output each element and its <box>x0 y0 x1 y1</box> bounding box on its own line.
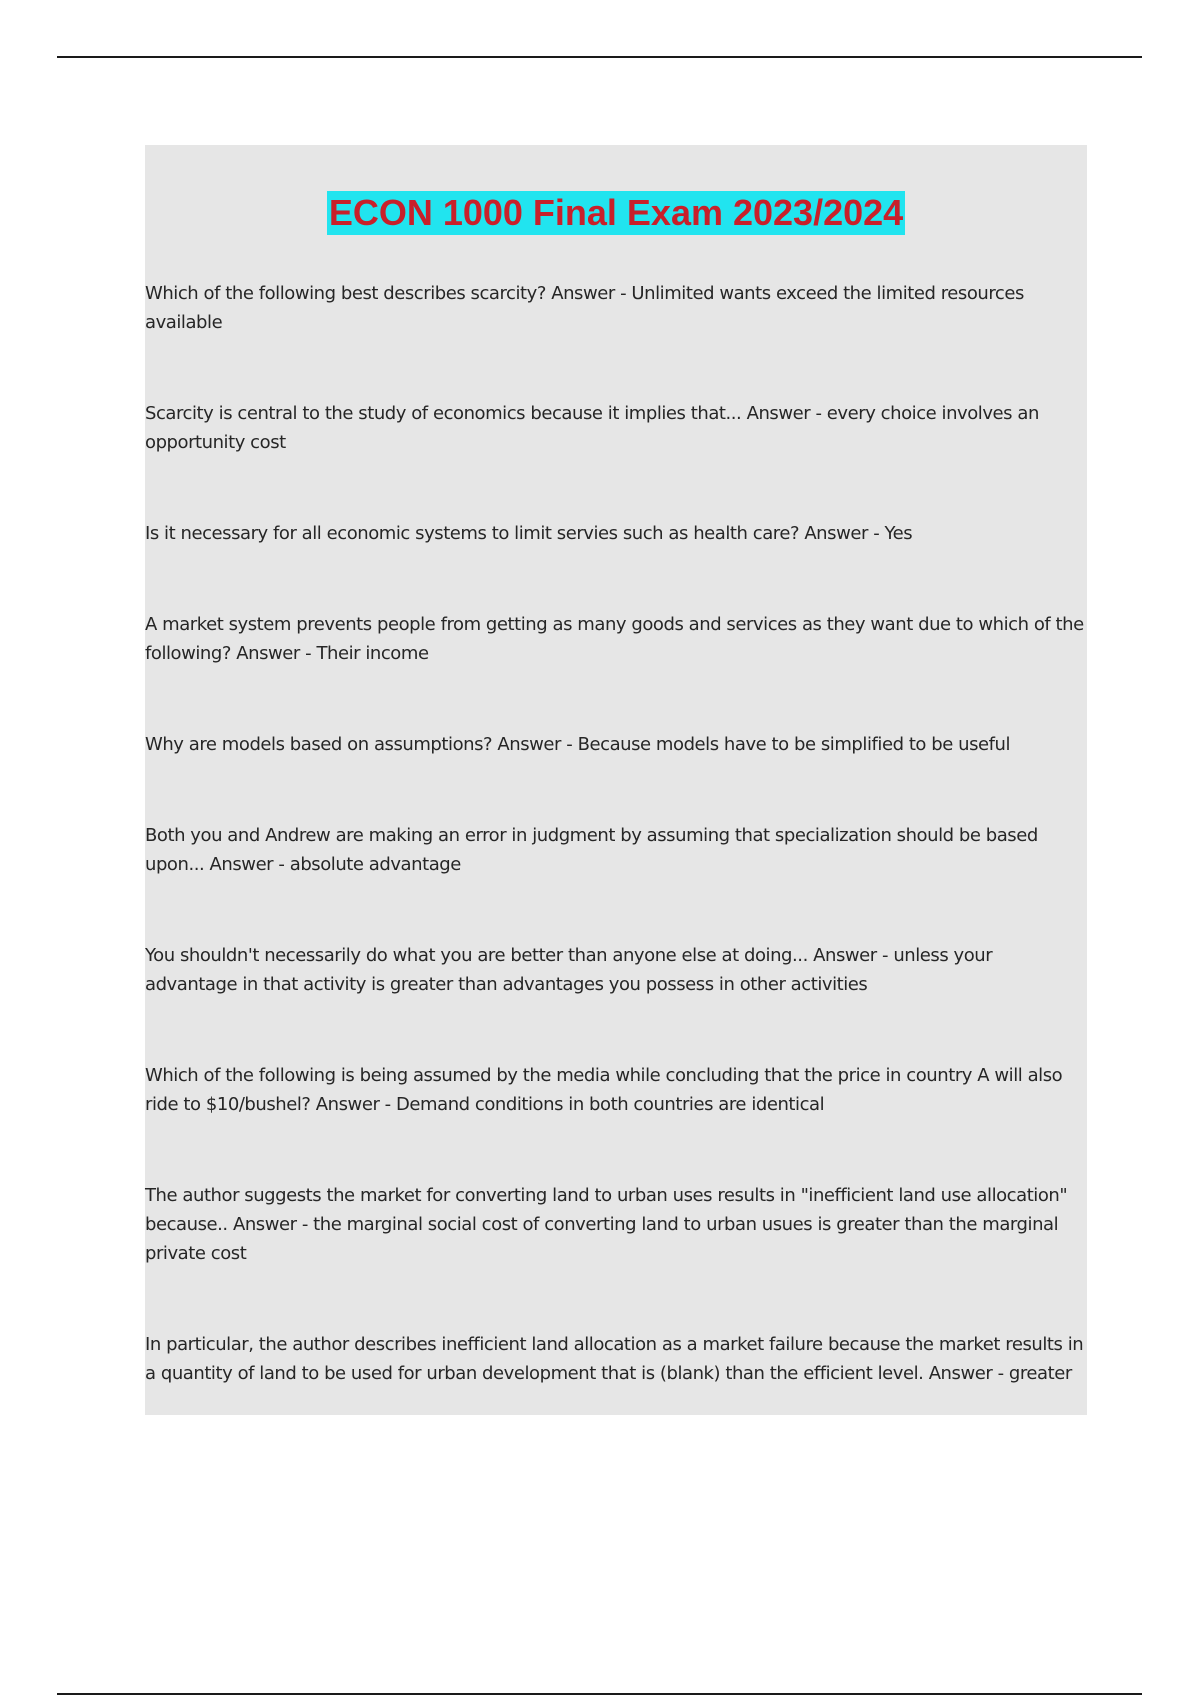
qa-item <box>145 519 1085 548</box>
qa-item <box>145 1061 1085 1119</box>
answer-text: Their income <box>316 643 429 664</box>
document-title: ECON 1000 Final Exam 2023/2024 <box>328 192 904 233</box>
top-rule <box>57 56 1142 58</box>
question-text: Is it necessary for all economic systems to limit servies such as health care? Answer - <box>145 523 885 544</box>
answer-text: greater <box>1008 1363 1072 1384</box>
qa-item <box>145 399 1085 457</box>
question-text: The author suggests the market for converting land to urban uses results in "inefficient land use allocation" because.. Answer - <box>145 1185 1068 1235</box>
qa-item <box>145 610 1085 668</box>
answer-text: Because models have to be simplified to be useful <box>577 734 1011 755</box>
qa-item <box>145 821 1085 879</box>
qa-list <box>145 279 1085 1388</box>
qa-item <box>145 1181 1085 1268</box>
question-text: Which of the following best describes scarcity? Answer - <box>145 283 632 304</box>
question-text: Why are models based on assumptions? Answer - <box>145 734 578 755</box>
answer-text: absolute advantage <box>289 854 461 875</box>
question-text: A market system prevents people from getting as many goods and services as they want due to which of the following? Answer - <box>145 614 1084 664</box>
qa-item <box>145 1330 1085 1388</box>
answer-text: every choice involves an opportunity cost <box>145 403 1039 453</box>
qa-item <box>145 941 1085 999</box>
bottom-rule <box>57 1693 1142 1695</box>
answer-text: Yes <box>884 523 913 544</box>
answer-text: Unlimited wants exceed the limited resources available <box>145 283 1024 333</box>
question-text: Both you and Andrew are making an error in judgment by assuming that specialization should be based upon... Answer - <box>145 825 1038 875</box>
answer-text: the marginal social cost of converting land to urban usues is greater than the marginal private cost <box>145 1214 1059 1264</box>
question-text: In particular, the author describes inefficient land allocation as a market failure because the market results in a quantity of land to be used for urban development that is (blank) than the efficient level. Answer - <box>145 1334 1084 1384</box>
question-text: You shouldn't necessarily do what you are better than anyone else at doing... Answer - <box>145 945 894 966</box>
title-container <box>145 191 1087 235</box>
qa-item <box>145 279 1085 337</box>
answer-text: Demand conditions in both countries are identical <box>396 1094 825 1115</box>
document-page <box>145 145 1087 1415</box>
question-text: Scarcity is central to the study of economics because it implies that... Answer - <box>145 403 827 424</box>
answer-text: unless your advantage in that activity is greater than advantages you possess in other activities <box>145 945 993 995</box>
question-text: Which of the following is being assumed by the media while concluding that the price in country A will also ride to $10/bushel? Answer - <box>145 1065 1063 1115</box>
qa-item <box>145 730 1085 759</box>
